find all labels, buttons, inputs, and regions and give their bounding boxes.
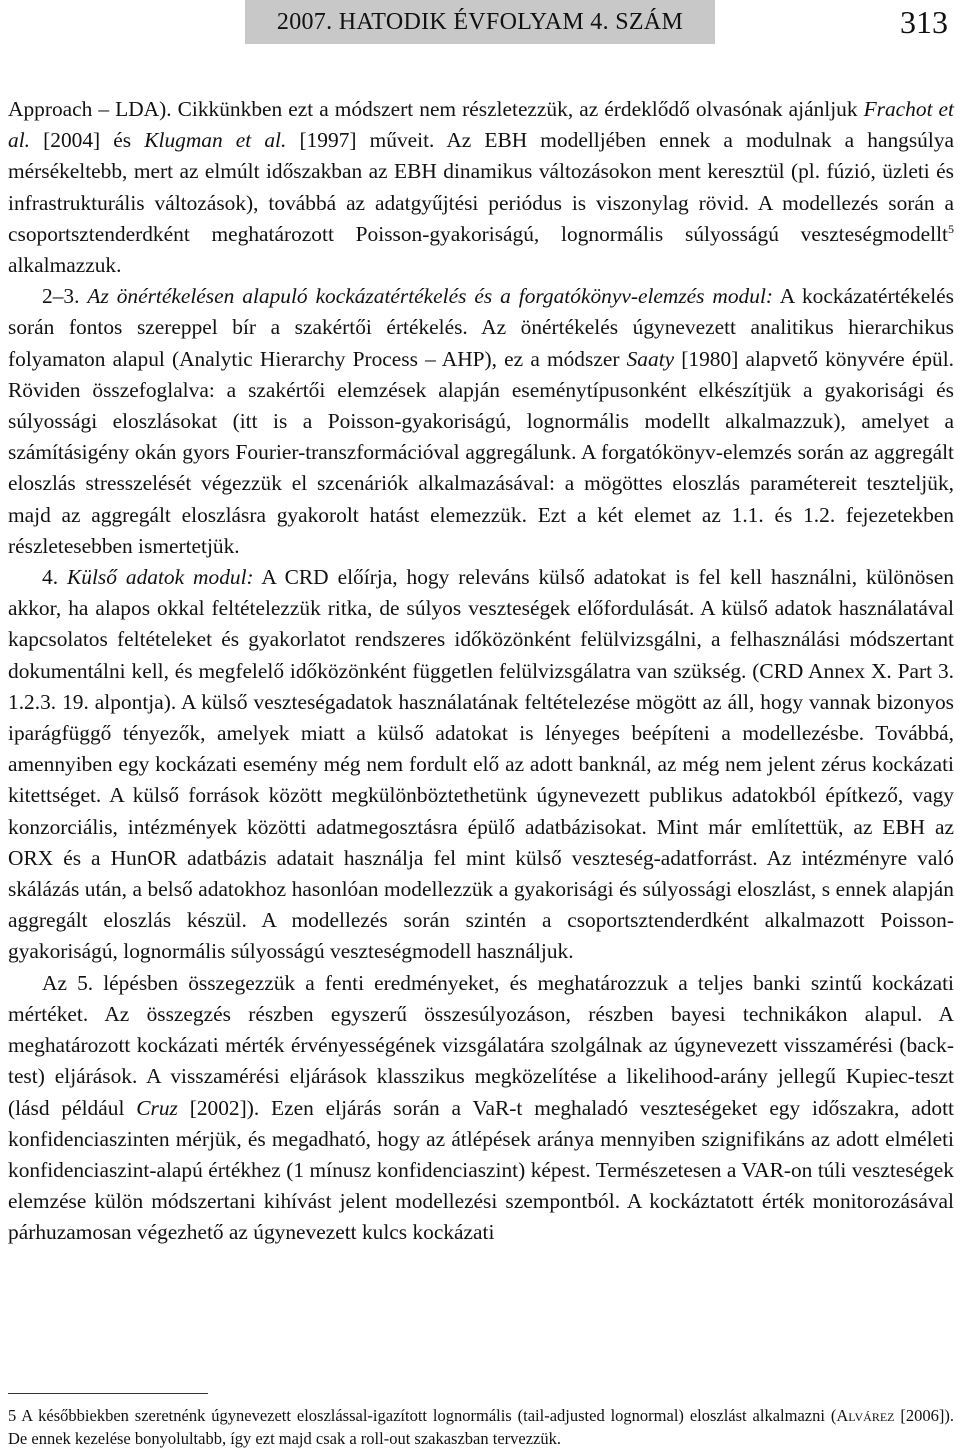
paragraph-self-assessment	[8, 281, 954, 562]
running-header	[245, 0, 715, 44]
journal-issue-title: 2007. HATODIK ÉVFOLYAM 4. SZÁM	[276, 8, 684, 35]
section-number: 4.	[42, 565, 67, 590]
text-run: A CRD előírja, hogy releváns külső adatokat is fel kell használni, különösen akkor, ha alapos okkal feltételezzük ritka, de súlyos veszteségek előfordulását. A külső adatok használatával kapcsolatos feltételeket és gyakorlatot rendszeres időközönként felülvizsgálni, a felhasználási módszertant dokumentálni kell, és megfelelő időközönként független felülvizsgálatra van szükség. (CRD Annex X. Part 3. 1.2.3. 19. alpontja). A külső veszteségadatok használatának feltételezése mögött az áll, hogy vannak bizonyos iparágfüggő tényezők, amelyek miatt a külső adatokat is lényeges beépíteni a modellezésbe. Továbbá, amennyiben egy kockázati esemény még nem fordult elő az adott banknál, az még nem jelent zérus kockázati kitettséget. A külső források között megkülönböztethetünk úgynevezett publikus adatokból építkező, vagy konzorciális, intézmények közötti adatmegosztásra épülő adatbázisokat. Mint már említettük, az EBH az ORX és a HunOR adatbázis adatait használja fel mint külső veszteség-adatforrást. Az intézményre való skálázás után, a belső adatokhoz hasonlóan modellezzük a gyakorisági és súlyossági eloszlást, s ennek alapján aggregált eloszlás készül. A modellezés során szintén a csoportsztenderdként alkalmazott Poisson-gyakoriságú, lognormális súlyosságú veszteségmodell használjuk.	[8, 565, 954, 964]
text-run: A kockázatértékelés során fontos szereppel bír a szakértői értékelés. Az önértékelés úgynevezett analitikus hierarchikus folyamaton alapul (Analytic Hierarchy Process – AHP), ez a módszer	[8, 284, 955, 371]
citation-frachot: Frachot et al.	[8, 97, 954, 153]
citation-alvarez: Alvárez	[836, 1406, 895, 1425]
text-run: [2002]). Ezen eljárás során a VaR-t meghaladó veszteségeket egy időszakra, adott konfidenciaszinten mérjük, és megadható, hogy az átlépések aránya mennyiben szignifikáns az adott elméleti konfidenciaszint-alapú értékhez (1 mínusz konfidenciaszint) képest. Természetesen a VAR-on túli veszteségek elemzése külön módszertani kihívást jelent modellezési szempontból. A kockáztatott érték monitorozásával párhuzamosan végezhető az úgynevezett kulcs kockázati	[8, 1095, 954, 1245]
citation-cruz: Cruz	[136, 1095, 178, 1120]
citation-saaty: Saaty	[626, 346, 675, 371]
page-number: 313	[900, 4, 948, 40]
paragraph-lda	[8, 94, 954, 281]
text-run: [2006]). De ennek kezelése bonyolultabb, így ezt majd csak a roll-out szakaszban tervezzük.	[8, 1406, 955, 1448]
text-run: [2004] és	[30, 128, 145, 153]
text-run: [1997] műveit. Az EBH modelljében ennek a modulnak a hangsúlya mérsékeltebb, mert az elmúlt időszakban az EBH dinamikus változásokon ment keresztül (pl. fúzió, üzleti és infrastrukturális változások), továbbá az adatgyűjtési periódus is viszonylag rövid. A modellezés során a csoportsztenderdként meghatározott Poisson-gyakoriságú, lognormális súlyosságú veszteségmodellt	[8, 128, 955, 246]
section-number: 2–3.	[42, 284, 88, 309]
footnote	[8, 1404, 954, 1450]
footnote-reference: 5	[948, 221, 954, 236]
footnote-number: 5	[8, 1406, 17, 1425]
paragraph-aggregation	[8, 968, 954, 1249]
footnote-divider	[8, 1393, 208, 1394]
paragraph-external-data	[8, 562, 954, 968]
citation-klugman: Klugman et al.	[144, 128, 287, 153]
text-run: Approach – LDA). Cikkünkben ezt a módszert nem részletezzük, az érdeklődő olvasónak ajánljuk	[8, 97, 864, 121]
text-run: [1980] alapvető könyvére épül. Röviden összefoglalva: a szakértői elemzések alapján eseménytípusonként elkészítjük a gyakorisági és súlyossági eloszlásokat (itt is a Poisson-gyakoriságú, lognormális modellt alkalmazzuk), amelyet a számításigény okán gyors Fourier-transzformációval aggregálunk. A forgatókönyv-elemzés során az aggregált eloszlás stresszelését végezzük el szcenáriók alkalmazásával: a mögöttes eloszlás paramétereit teszteljük, majd az aggregált eloszlásra gyakorolt hatást elemezzük. Ezt a két elemet az 1.1. és 1.2. fejezetekben részletesebben ismertetjük.	[8, 346, 955, 558]
article-body	[8, 94, 954, 1249]
section-heading: Az önértékelésen alapuló kockázatértékelés és a forgatókönyv-elemzés modul:	[87, 284, 774, 309]
section-heading: Külső adatok modul:	[67, 565, 254, 590]
text-run: alkalmazzuk.	[8, 253, 122, 278]
text-run: Az 5. lépésben összegezzük a fenti eredményeket, és meghatározzuk a teljes banki szintű kockázati mértéket. Az összegzés részben egyszerű összesúlyozáson, részben bayesi technikákon alapul. A meghatározott kockázati mérték érvényességének vizsgálatára szolgálnak az úgynevezett visszamérési (back-test) eljárások. A visszamérési eljárások klasszikus megközelítése a likelihood-arány jellegű Kupiec-teszt (lásd például	[8, 970, 954, 1120]
text-run: A későbbiekben szeretnénk úgynevezett eloszlással-igazított lognormális (tail-adjusted lognormal) eloszlást alkalmazni (	[16, 1406, 837, 1425]
